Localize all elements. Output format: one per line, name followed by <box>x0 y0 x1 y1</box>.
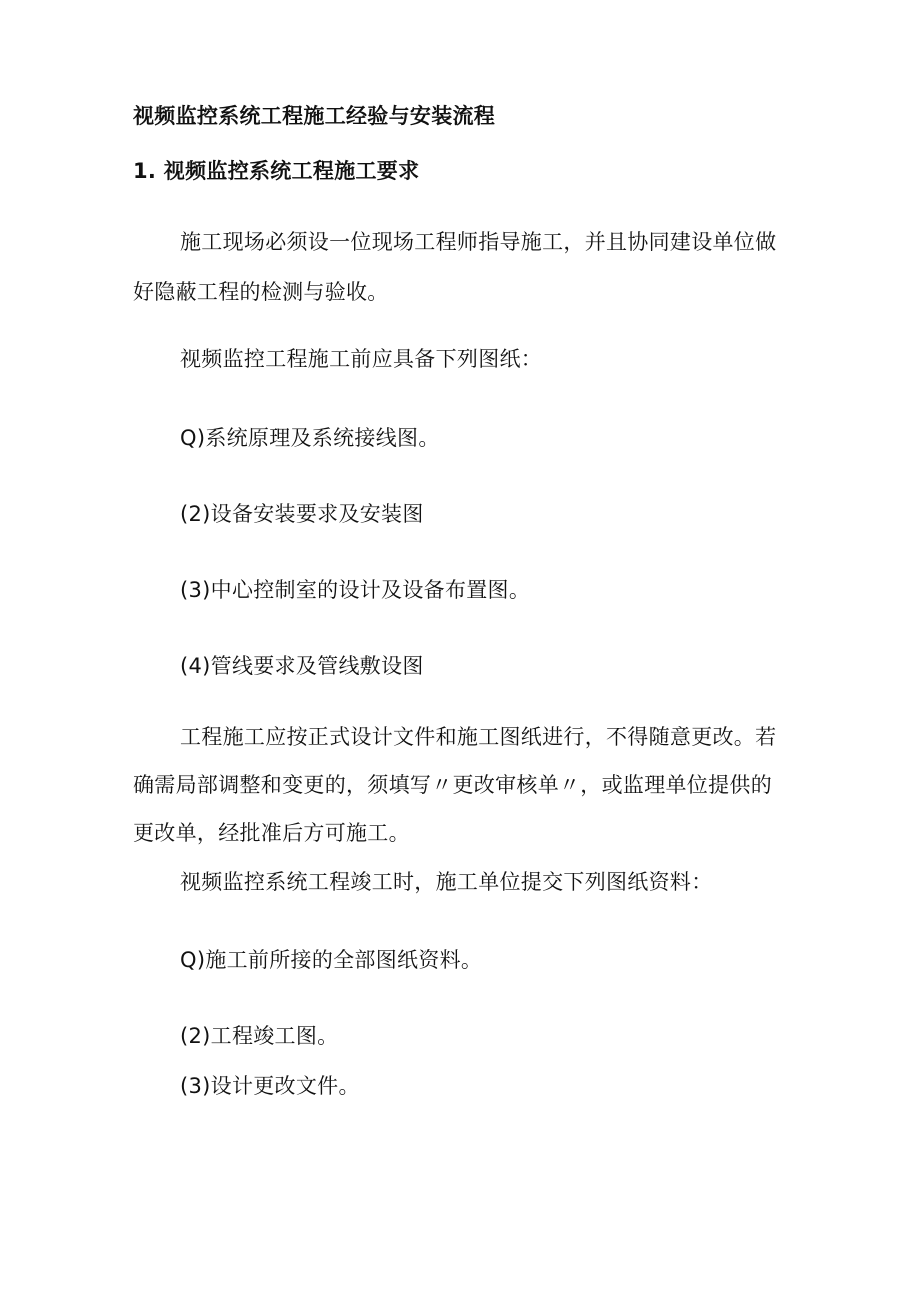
paragraph-1-line-2: 好隐蔽工程的检测与验收。 <box>133 280 389 304</box>
paragraph-3-line-1: 工程施工应按正式设计文件和施工图纸进行，不得随意更改。若 <box>180 725 777 749</box>
completion-list-item-3: (3)设计更改文件。 <box>180 1074 360 1098</box>
section-heading: 1. 视频监控系统工程施工要求 <box>133 159 420 183</box>
drawings-list-item-3: (3)中心控制室的设计及设备布置图。 <box>180 578 531 602</box>
paragraph-4: 视频监控系统工程竣工时，施工单位提交下列图纸资料： <box>180 870 713 894</box>
document-title: 视频监控系统工程施工经验与安装流程 <box>133 104 496 128</box>
drawings-list-item-4: (4)管线要求及管线敷设图 <box>180 654 424 678</box>
paragraph-1-line-1: 施工现场必须设一位现场工程师指导施工，并且协同建设单位做 <box>180 230 777 254</box>
paragraph-3-line-3: 更改单，经批准后方可施工。 <box>133 821 410 845</box>
paragraph-3-line-2: 确需局部调整和变更的，须填写〃更改审核单〃，或监理单位提供的 <box>133 773 772 797</box>
completion-list-item-1: Q)施工前所接的全部图纸资料。 <box>180 948 483 972</box>
drawings-list-item-2: (2)设备安装要求及安装图 <box>180 502 424 526</box>
completion-list-item-2: (2)工程竣工图。 <box>180 1024 339 1048</box>
paragraph-2: 视频监控工程施工前应具备下列图纸： <box>180 347 543 371</box>
drawings-list-item-1: Q)系统原理及系统接线图。 <box>180 426 440 450</box>
